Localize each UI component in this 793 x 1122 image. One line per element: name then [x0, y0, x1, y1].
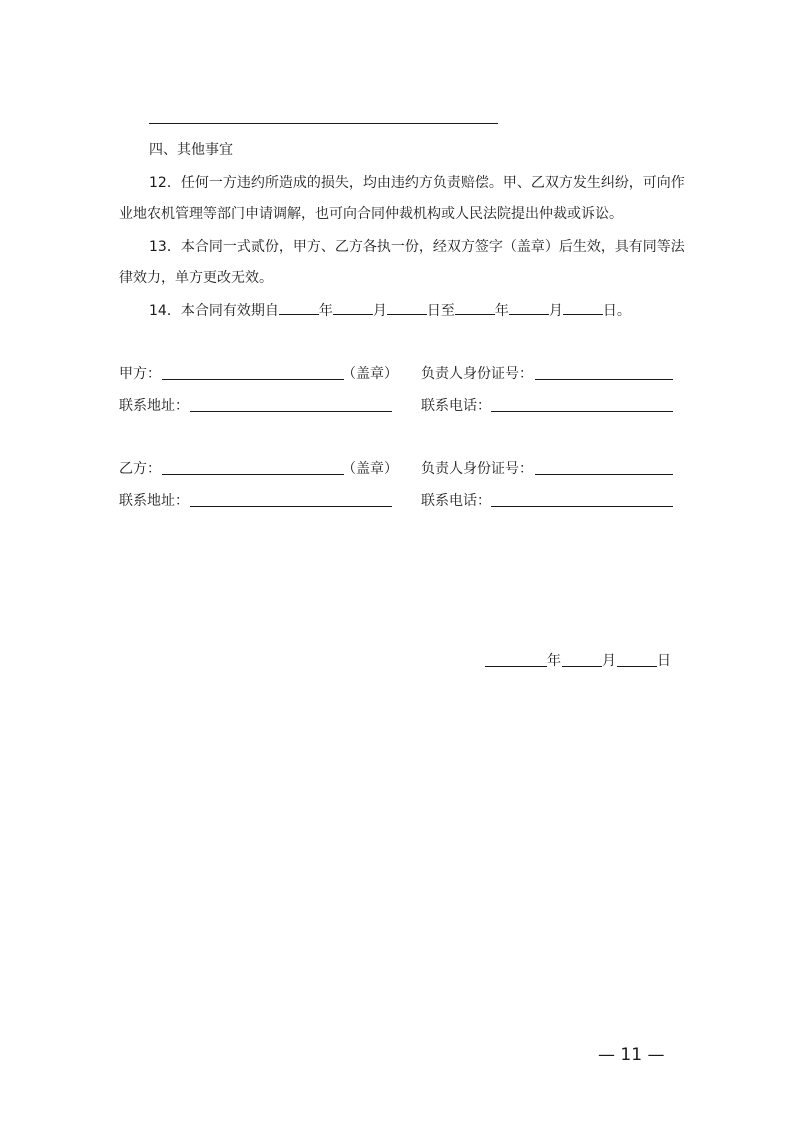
end-month-blank[interactable] — [509, 300, 549, 315]
party-a-id-field[interactable] — [535, 379, 673, 380]
end-year-blank[interactable] — [455, 300, 495, 315]
clause-12-line-1: 12．任何一方违约所造成的损失，均由违约方负责赔偿。甲、乙双方发生纠纷，可向作 — [149, 175, 685, 191]
party-a-seal: （盖章） — [342, 366, 398, 382]
party-a-phone-field[interactable] — [491, 411, 673, 412]
party-b-address-label: 联系地址： — [119, 493, 189, 509]
party-b-address-field[interactable] — [190, 506, 392, 507]
sign-day-label: 日 — [657, 653, 671, 669]
sign-day-blank[interactable] — [617, 666, 657, 667]
clause-14 — [149, 300, 631, 321]
clause-14-end-month-label: 月 — [548, 303, 563, 319]
sign-year-label: 年 — [547, 653, 561, 669]
party-a-label: 甲方： — [119, 366, 161, 382]
start-day-blank[interactable] — [387, 300, 427, 315]
clause-12-line-2: 业地农机管理等部门申请调解，也可向合同仲裁机构或人民法院提出仲裁或诉讼。 — [119, 206, 623, 222]
clause-14-end-year-label: 年 — [494, 303, 509, 319]
clause-13-line-2: 律效力，单方更改无效。 — [119, 270, 273, 286]
party-b-id-label: 负责人身份证号： — [421, 461, 533, 477]
sign-year-blank[interactable] — [485, 666, 547, 667]
clause-14-day-to-label: 日至 — [426, 303, 455, 319]
clause-14-month-label: 月 — [372, 303, 387, 319]
party-b-name-field[interactable] — [162, 474, 344, 475]
party-a-name-field[interactable] — [162, 379, 344, 380]
clause-14-year-label: 年 — [318, 303, 333, 319]
sign-month-blank[interactable] — [562, 666, 602, 667]
party-b-id-field[interactable] — [535, 474, 673, 475]
party-a-address-label: 联系地址： — [119, 398, 189, 414]
clause-13-line-1: 13．本合同一式贰份，甲方、乙方各执一份，经双方签字（盖章）后生效，具有同等法 — [149, 239, 685, 255]
start-month-blank[interactable] — [333, 300, 373, 315]
clause-14-prefix: 14．本合同有效期自 — [149, 303, 279, 319]
page-number: — 11 — — [598, 1045, 665, 1065]
section-heading: 四、其他事宜 — [149, 142, 233, 158]
party-a-phone-label: 联系电话： — [421, 398, 491, 414]
end-day-blank[interactable] — [563, 300, 603, 315]
clause-14-end: 日。 — [602, 303, 631, 319]
party-b-phone-field[interactable] — [491, 506, 673, 507]
party-a-id-label: 负责人身份证号： — [421, 366, 533, 382]
party-a-address-field[interactable] — [190, 411, 392, 412]
party-b-seal: （盖章） — [342, 461, 398, 477]
party-b-phone-label: 联系电话： — [421, 493, 491, 509]
start-year-blank[interactable] — [279, 300, 319, 315]
party-b-label: 乙方： — [119, 461, 161, 477]
top-divider — [149, 123, 498, 124]
sign-month-label: 月 — [602, 653, 616, 669]
